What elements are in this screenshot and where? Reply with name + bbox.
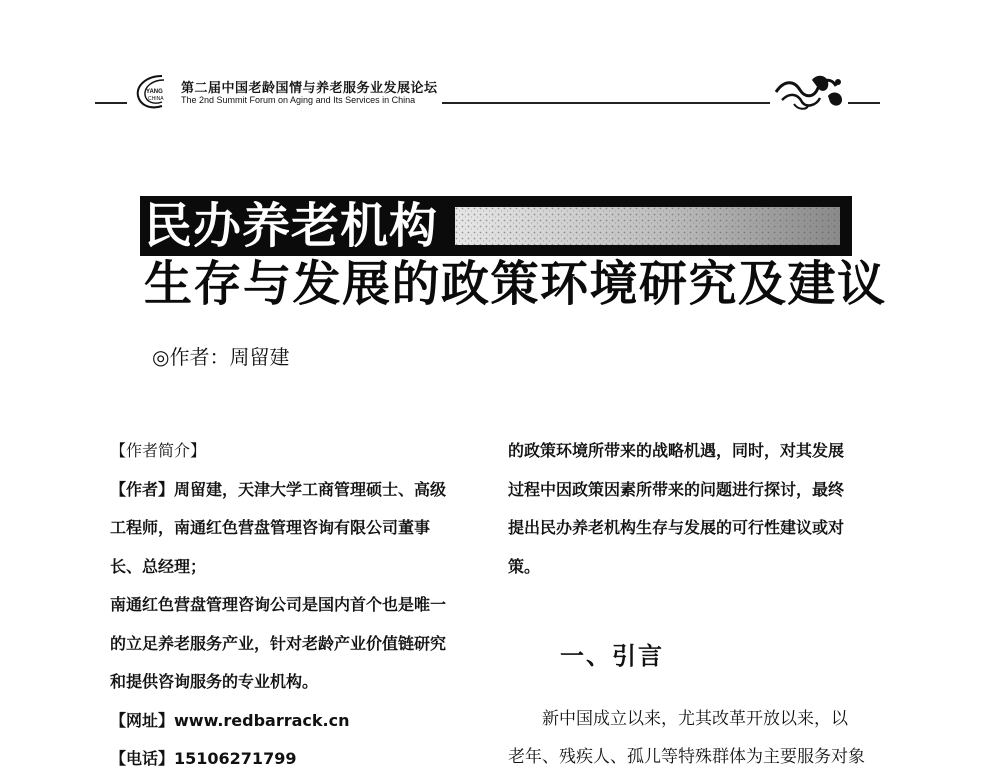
author-line: ◎作者：周留建 (152, 345, 290, 369)
abstract-line: 策。 (508, 556, 541, 576)
body-line: 新中国成立以来，尤其改革开放以来，以 (508, 709, 848, 729)
phone-line: 【电话】15106271799 (110, 749, 297, 768)
header-rule-right (848, 102, 880, 104)
bio-heading: 【作者简介】 (110, 441, 207, 460)
right-column-abstract (508, 432, 888, 586)
svg-text:YANG: YANG (146, 89, 163, 95)
company-line: 南通红色营盘管理咨询公司是国内首个也是唯一 (110, 595, 447, 614)
header-rule-left (95, 102, 127, 104)
svg-text:CHINA: CHINA (148, 96, 164, 102)
forum-title-en: The 2nd Summit Forum on Aging and Its Services in China (181, 95, 416, 105)
author-bio-line: 长、总经理； (110, 556, 207, 576)
abstract-line: 提出民办养老机构生存与发展的可行性建议或对 (508, 518, 845, 537)
author-bio-line: 工程师，南通红色营盘管理咨询有限公司董事 (110, 518, 431, 537)
company-line: 和提供咨询服务的专业机构。 (110, 672, 319, 691)
title-line-1: 民办养老机构 (144, 198, 439, 254)
forum-title-cn: 第二届中国老龄国情与养老服务业发展论坛 (181, 81, 438, 96)
body-line: 老年、残疾人、孤儿等特殊群体为主要服务对象 (508, 747, 865, 767)
left-column (110, 432, 490, 779)
author-bio-line: 【作者】周留建，天津大学工商管理硕士、高级 (110, 479, 447, 499)
forum-logo-icon (132, 72, 176, 112)
decorative-ornament-icon (772, 70, 848, 114)
company-line: 的立足养老服务产业，针对老龄产业价值链研究 (110, 633, 447, 653)
title-band-texture (455, 207, 840, 245)
website-line: 【网址】www.redbarrack.cn (110, 710, 350, 730)
right-column-body (508, 700, 865, 776)
header-rule-middle (442, 102, 770, 104)
title-line-2: 生存与发展的政策环境研究及建议 (144, 256, 887, 312)
abstract-line: 过程中因政策因素所带来的问题进行探讨，最终 (508, 479, 845, 499)
section-heading: 一、引言 (560, 642, 664, 670)
abstract-line: 的政策环境所带来的战略机遇，同时，对其发展 (508, 441, 845, 460)
